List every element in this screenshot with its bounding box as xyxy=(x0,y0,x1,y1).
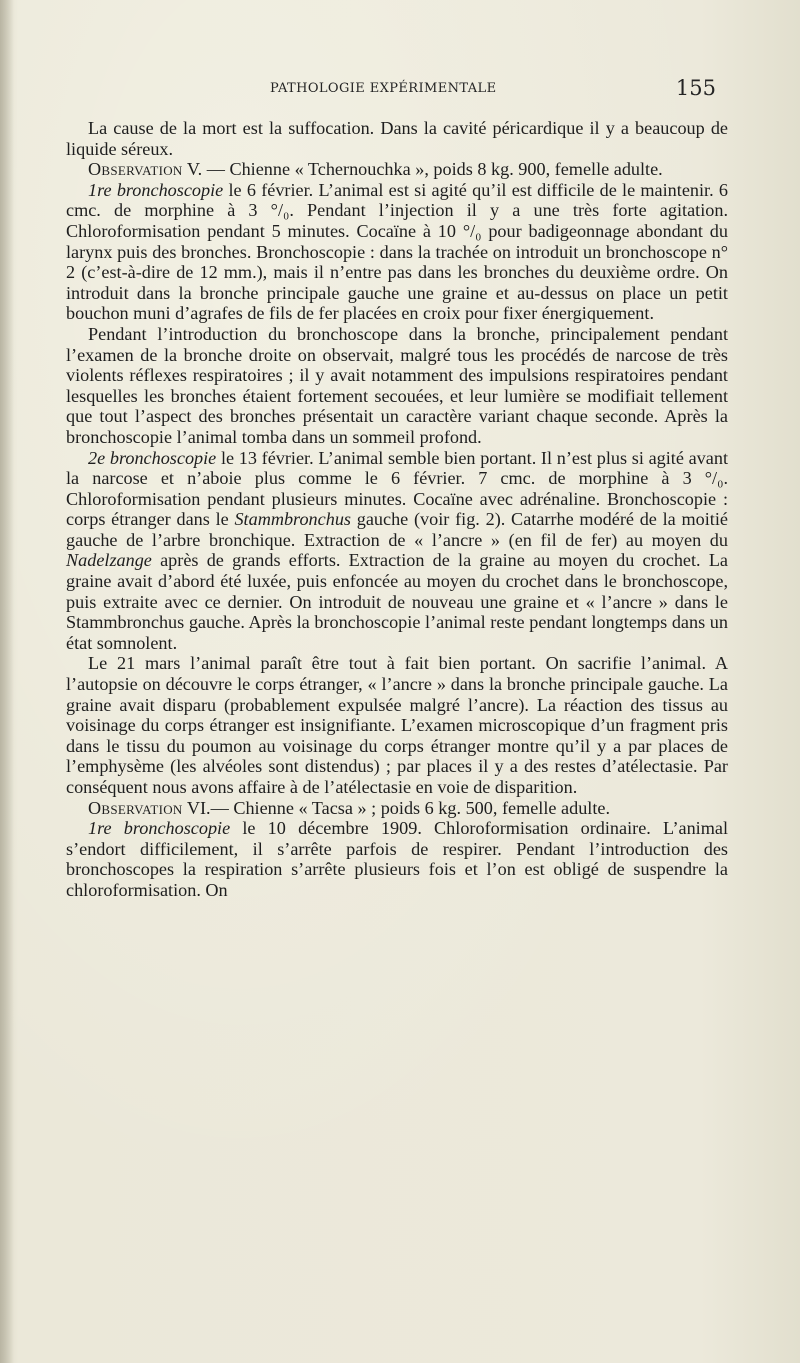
paragraph-4: Pendant l’introduction du bronchoscope dans la bronche, principalement pendant l’examen de la bronche droite on observait, malgré tous les procédés de narcose de très violents réflexes respiratoires ; il y avait notamment des impulsions respiratoires pendant lesquelles les bronches étaient fortement secouées, et leur lumière se modifiait tellement que tout l’aspect des bronches présentait un caractère variant chaque seconde. Après la bronchoscopie l’animal tomba dans un sommeil profond. xyxy=(66,323,728,447)
page-gutter-shadow xyxy=(0,0,14,1363)
italic-term: Stammbronchus xyxy=(234,509,351,530)
running-title: PATHOLOGIE EXPÉRIMENTALE xyxy=(270,81,497,96)
body-text xyxy=(66,118,728,901)
bronchoscopy-label: 2e bronchoscopie xyxy=(88,447,217,468)
paragraph-1: La cause de la mort est la suffocation. Dans la cavité péricardique il y a beaucoup de liquide séreux. xyxy=(66,118,728,159)
bronchoscopy-label: 1re bronchoscopie xyxy=(88,179,224,200)
observation-label: Observation xyxy=(88,797,183,818)
paragraph-observation-6: Observation VI.— Chienne « Tacsa » ; poids 6 kg. 500, femelle adulte. xyxy=(88,797,611,818)
paragraph-bronchoscopy-3: 1re bronchoscopie le 10 décembre 1909. Chloroformisation ordinaire. L’animal s’endort difficilement, il s’arrête parfois de respirer. Pendant l’introduction des bronchoscopes la respiration s’arrête plusieurs fois et l’on est obligé de suspendre la chloroformisation. On xyxy=(66,818,728,900)
page-number: 155 xyxy=(675,76,716,100)
paragraph-6: Le 21 mars l’animal paraît être tout à fait bien portant. On sacrifie l’animal. A l’autopsie on découvre le corps étranger, « l’ancre » dans la bronche principale gauche. La graine avait disparu (probablement expulsée malgré l’ancre). La réaction des tissus au voisinage du corps étranger est insignifiante. L’examen microscopique d’un fragment pris dans le tissu du poumon au voisinage du corps étranger montre qu’il y a par places de l’emphysème (les alvéoles sont distendus) ; par places il y a des restes d’atélectasie. Par conséquent nous avons affaire à de l’atélectasie en voie de disparition. xyxy=(66,653,728,797)
paragraph-observation-5: Observation V. — Chienne « Tchernouchka », poids 8 kg. 900, femelle adulte. xyxy=(88,159,663,180)
running-header xyxy=(270,76,716,102)
observation-label: Observation xyxy=(88,159,183,180)
paragraph-bronchoscopy-1: 1re bronchoscopie le 6 février. L’animal est si agité qu’il est difficile de le maintenir. 6 cmc. de morphine à 3 °/₀. Pendant l’injection il y a une très forte agitation. Chloroformisation pendant 5 minutes. Cocaïne à 10 °/₀ pour badigeonnage abondant du larynx puis des bronches. Bronchoscopie : dans la trachée on introduit un bronchoscope n° 2 (c’est-à-dire de 12 mm.), mais il n’entre pas dans les bronches du deuxième ordre. On introduit dans la bronche principale gauche une graine et au-dessus on place un petit bouchon muni d’agrafes de fils de fer placées en croix pour fixer énergiquement. xyxy=(66,179,728,324)
italic-term: Nadelzange xyxy=(66,550,152,571)
paragraph-bronchoscopy-2: 2e bronchoscopie le 13 février. L’animal semble bien portant. Il n’est plus si agité avant la narcose et n’aboie plus comme le 6 février. 7 cmc. de morphine à 3 °/₀. Chloroformisation pendant plusieurs minutes. Cocaïne avec adrénaline. Bronchoscopie : corps étranger dans le Stammbronchus gauche (voir fig. 2). Catarrhe modéré de la moitié gauche de l’arbre bronchique. Extraction de « l’ancre » (en fil de fer) au moyen du Nadelzange après de grands efforts. Extraction de la graine au moyen du crochet. La graine avait d’abord été luxée, puis enfoncée au moyen du crochet dans le bronchoscope, puis extraite avec ce dernier. On introduit de nouveau une graine et « l’ancre » dans le Stammbronchus gauche. Après la bronchoscopie l’animal reste pendant longtemps dans un état somnolent. xyxy=(66,447,728,653)
bronchoscopy-label: 1re bronchoscopie xyxy=(88,818,231,839)
